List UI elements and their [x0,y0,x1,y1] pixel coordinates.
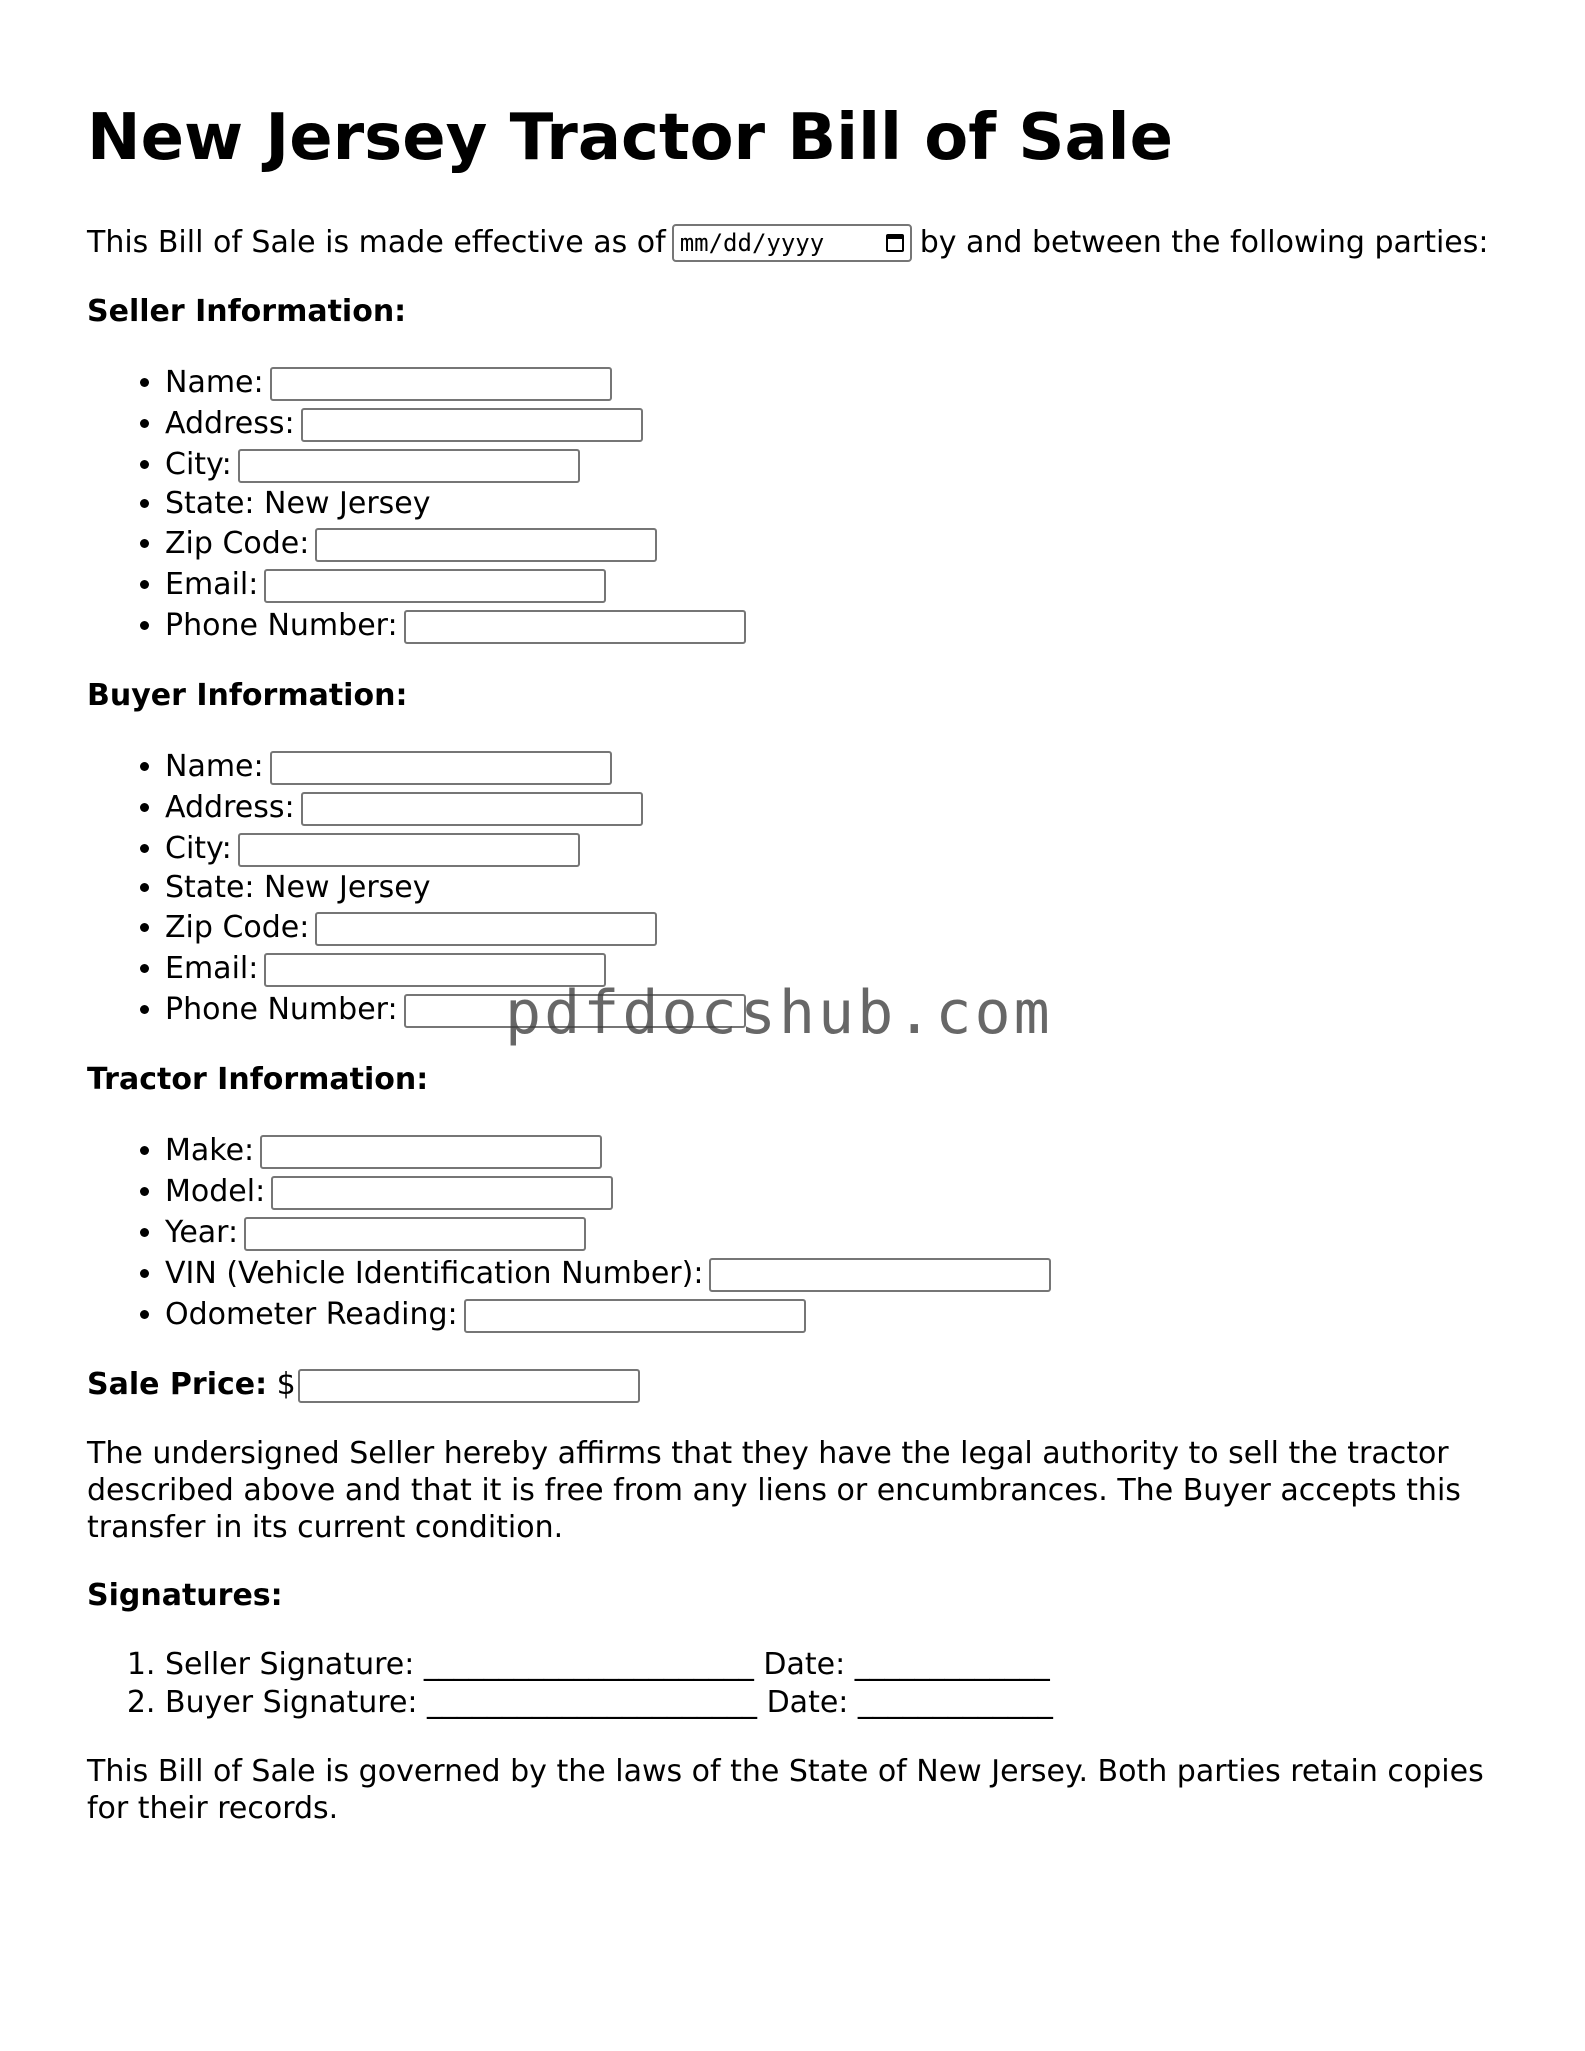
seller-city-input[interactable] [238,449,580,483]
list-item [165,1294,1507,1335]
tractor-list [87,1130,1507,1335]
list-item [165,403,1507,444]
tractor-make-label: Make: [165,1133,255,1169]
currency-symbol: $ [276,1367,296,1403]
list-item [165,1171,1507,1212]
buyer-city-input[interactable] [238,833,580,867]
list-item [165,605,1507,646]
tractor-vin-input[interactable] [709,1258,1051,1292]
seller-city-label: City: [165,447,232,483]
calendar-icon[interactable] [886,234,904,252]
tractor-heading: Tractor Information: [87,1062,429,1098]
list-item [165,1253,1507,1294]
tractor-odometer-input[interactable] [464,1299,806,1333]
buyer-state-text: State: New Jersey [165,870,431,906]
list-item [165,564,1507,605]
signatures-heading: Signatures: [87,1578,283,1614]
list-item [165,907,1507,948]
tractor-model-input[interactable] [271,1176,613,1210]
list-item [165,787,1507,828]
watermark: pdfdocshub.com [505,978,1053,1048]
buyer-email-label: Email: [165,951,259,987]
affirmation-paragraph: The undersigned Seller hereby affirms that they have the legal authority to sell the tractor described above and that it is free from any liens or encumbrances. The Buyer accepts this transfer in its current condition. [87,1436,1461,1546]
seller-email-input[interactable] [264,569,606,603]
seller-signature-line: 1. Seller Signature: ______________________ Date: _____________ [165,1646,1507,1684]
list-item [165,1130,1507,1171]
buyer-name-input[interactable] [270,751,612,785]
list-item [165,828,1507,869]
list-item [165,444,1507,485]
intro-before: This Bill of Sale is made effective as of [87,224,666,260]
seller-zip-label: Zip Code: [165,526,310,562]
intro-paragraph [87,224,1507,263]
seller-address-label: Address: [165,406,295,442]
effective-date-input[interactable] [672,224,912,262]
tractor-vin-label: VIN (Vehicle Identification Number): [165,1256,704,1292]
buyer-zip-input[interactable] [315,912,657,946]
page-title: New Jersey Tractor Bill of Sale [87,101,1173,175]
list-item [165,746,1507,787]
seller-address-input[interactable] [301,408,643,442]
tractor-model-label: Model: [165,1174,266,1210]
buyer-address-label: Address: [165,790,295,826]
list-item [165,869,1507,907]
buyer-name-label: Name: [165,749,264,785]
seller-state-text: State: New Jersey [165,486,431,522]
buyer-phone-label: Phone Number: [165,992,398,1028]
seller-phone-label: Phone Number: [165,608,398,644]
sale-price-input[interactable] [298,1369,640,1403]
seller-list [87,362,1507,646]
list-item [165,523,1507,564]
buyer-zip-label: Zip Code: [165,910,310,946]
buyer-city-label: City: [165,831,232,867]
buyer-heading: Buyer Information: [87,678,408,714]
seller-phone-input[interactable] [404,610,746,644]
tractor-odometer-label: Odometer Reading: [165,1297,458,1333]
date-placeholder: mm/dd/yyyy [679,229,825,258]
seller-name-input[interactable] [270,367,612,401]
tractor-make-input[interactable] [260,1135,602,1169]
buyer-address-input[interactable] [301,792,643,826]
seller-name-label: Name: [165,365,264,401]
seller-heading: Seller Information: [87,294,407,330]
tractor-year-label: Year: [165,1215,239,1251]
list-item [165,362,1507,403]
tractor-year-input[interactable] [244,1217,586,1251]
list-item [165,1212,1507,1253]
governing-paragraph: This Bill of Sale is governed by the laws of the State of New Jersey. Both parties retain copies for their records. [87,1754,1484,1827]
document [87,100,1507,1827]
buyer-signature-line: 2. Buyer Signature: ______________________ Date: _____________ [165,1684,1507,1722]
seller-zip-input[interactable] [315,528,657,562]
sale-price-label: Sale Price: [87,1367,268,1403]
sale-price-row [87,1366,1507,1404]
intro-after: by and between the following parties: [919,224,1489,260]
signatures-list [87,1646,1507,1722]
seller-email-label: Email: [165,567,259,603]
list-item [165,485,1507,523]
